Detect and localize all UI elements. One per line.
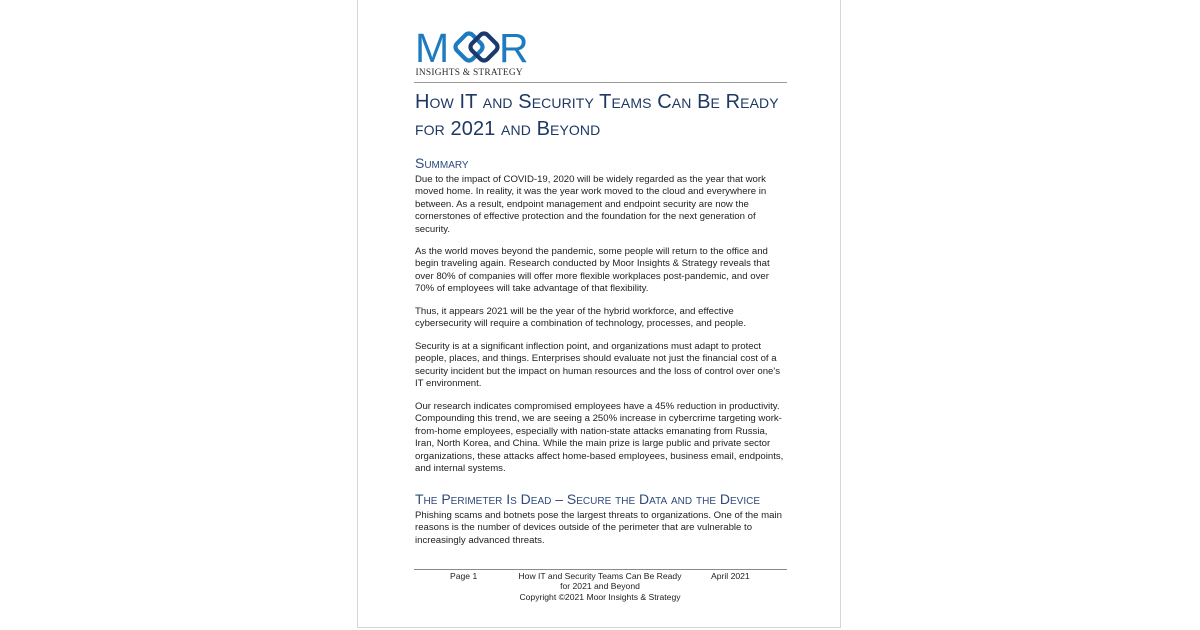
text-line: Our research indicates compromised employees have a 45% reduction in productivity. [415,401,780,412]
footer-page-number: Page 1 [450,571,478,581]
text-line: between. As a result, endpoint management and endpoint security are now the [415,198,749,210]
text-line: security. [415,223,451,235]
text-line: reasons is the number of devices outside of the perimeter that are vulnerable to [415,522,753,534]
text-line: moved home. In reality, it was the year work moved to the cloud and everywhere in [415,186,767,198]
text-line: from-home employees, especially with nation-state attacks emanating from Russia, [415,425,768,437]
text-line: people, places, and things. Enterprises should evaluate not just the financial cost of a [415,353,777,365]
header-divider [414,82,787,83]
document-title [415,89,805,143]
paragraph-summary-4 [415,341,787,391]
moor-insights-logo [415,29,530,77]
text-line: increasingly advanced threats. [415,534,545,546]
paragraph-summary-5 [415,401,787,476]
text-line: cornerstones of effective protection and the foundation for the next generation of [415,211,756,223]
footer-document-info [500,571,700,602]
text-line: over 80% of companies will offer more flexible workplaces post-pandemic, and over [415,270,769,282]
text-line: Compounding this trend, we are seeing a 250% increase in cybercrime targeting work- [415,413,782,425]
paragraph-perimeter-1 [415,510,787,547]
logo-tagline: INSIGHTS & STRATEGY [415,68,523,77]
logo-letter-r: R [499,29,529,71]
paragraph-summary-1 [415,174,787,236]
text-line: Phishing scams and botnets pose the largest threats to organizations. One of the main [415,510,782,521]
paragraph-summary-2 [415,246,787,296]
text-line: begin traveling again. Research conducted by Moor Insights & Strategy reveals that [415,258,770,270]
text-line: security incident but the impact on human resources and the loss of control over one's [415,365,780,377]
text-line: IT environment. [415,378,482,390]
text-line: 70% of employees will take advantage of that flexibility. [415,283,649,295]
footer-date: April 2021 [711,571,750,581]
section-heading-summary: Summary [415,155,469,171]
logo-letter-m: M [415,29,450,71]
text-line: Thus, it appears 2021 will be the year of the hybrid workforce, and effective [415,306,734,317]
title-line-1: How IT and Security Teams Can Be Ready [415,91,779,113]
section-heading-perimeter: The Perimeter Is Dead – Secure the Data and the Device [415,491,761,507]
text-line: organizations, these attacks affect home-based employees, business email, endpoints, [415,450,784,462]
text-line: Due to the impact of COVID-19, 2020 will be widely regarded as the year that work [415,174,766,185]
logo-interlocking-squares-icon [453,31,499,62]
paragraph-summary-3 [415,306,787,331]
text-line: and internal systems. [415,463,506,475]
title-line-2: for 2021 and Beyond [415,118,601,140]
footer-copyright: Copyright ©2021 Moor Insights & Strategy [519,591,681,602]
text-line: cybersecurity will require a combination of technology, processes, and people. [415,318,746,330]
text-line: As the world moves beyond the pandemic, some people will return to the office and [415,246,768,257]
text-line: Security is at a significant inflection point, and organizations must adapt to protect [415,341,762,352]
text-line: Iran, North Korea, and China. While the main prize is large public and private sector [415,438,771,450]
footer-divider [414,569,787,570]
footer-title-line-2: for 2021 and Beyond [560,581,640,592]
footer-title-line-1: How IT and Security Teams Can Be Ready [518,571,682,581]
